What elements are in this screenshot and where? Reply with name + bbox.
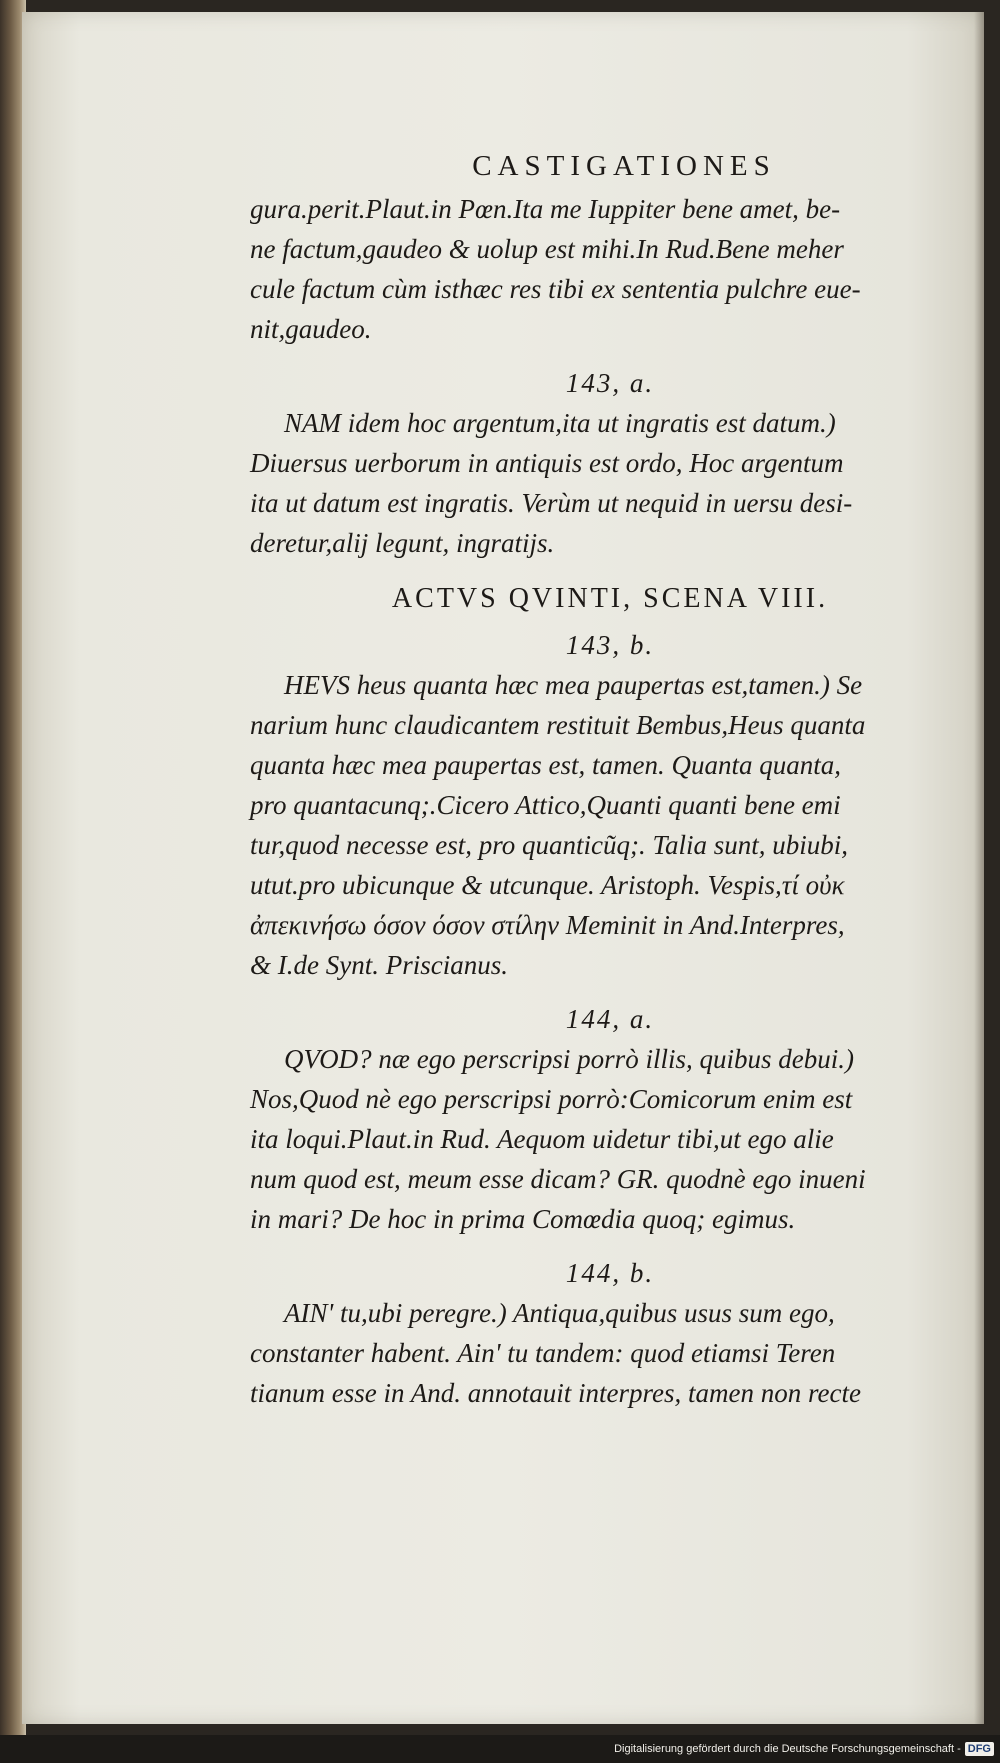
text-line: nit,gaudeo. [250, 314, 372, 344]
section-number: 144, a. [565, 1004, 655, 1034]
credit-text: Digitalisierung gefördert durch die Deutsche Forschungsgemeinschaft - [614, 1743, 961, 1755]
text-line: narium hunc claudicantem restituit Bembus,Heus quanta [250, 710, 866, 740]
paragraph-143a [250, 403, 970, 563]
book-page [22, 12, 984, 1724]
text-block [250, 150, 970, 1427]
paragraph-143b [250, 665, 970, 985]
paragraph-144b [250, 1293, 970, 1413]
text-line: NAM idem hoc argentum,ita ut ingratis est datum.) [284, 408, 836, 438]
text-line: tianum esse in And. annotauit interpres, tamen non recte [250, 1378, 861, 1408]
section-number: 143, b. [565, 630, 655, 660]
section-number: 143, a. [565, 368, 655, 398]
text-line: quanta hæc mea paupertas est, tamen. Quanta quanta, [250, 750, 841, 780]
text-line: tur,quod necesse est, pro quanticũq;. Talia sunt, ubiubi, [250, 830, 848, 860]
text-line: constanter habent. Ain' tu tandem: quod etiamsi Teren [250, 1338, 836, 1368]
section-number: 144, b. [565, 1258, 655, 1288]
page-shadow [974, 12, 984, 1724]
text-line: deretur,alij legunt, ingratijs. [250, 528, 555, 558]
text-line: AIN' tu,ubi peregre.) Antiqua,quibus usus sum ego, [284, 1298, 835, 1328]
text-line: & I.de Synt. Priscianus. [250, 950, 508, 980]
act-scene-heading: ACTVS QVINTI, SCENA VIII. [391, 583, 829, 614]
text-line: ἀπεκινήσω όσον όσον στίλην Meminit in And.Interpres, [250, 910, 845, 940]
text-line: Nos,Quod nè ego perscripsi porrò:Comicorum enim est [250, 1084, 853, 1114]
running-head: CASTIGATIONES [472, 150, 776, 182]
dfg-logo: DFG [965, 1742, 994, 1756]
text-line: QVOD? næ ego perscripsi porrò illis, quibus debui.) [284, 1044, 854, 1074]
text-line: Diuersus uerborum in antiquis est ordo, Hoc argentum [250, 448, 844, 478]
text-line: ita ut datum est ingratis. Verùm ut nequid in uersu desi- [250, 488, 853, 518]
digitization-credit [614, 1739, 994, 1759]
text-line: gura.perit.Plaut.in Pœn.Ita me Iuppiter bene amet, be- [250, 194, 841, 224]
text-line: in mari? De hoc in prima Comœdia quoq; egimus. [250, 1204, 796, 1234]
paragraph-intro [250, 189, 970, 349]
text-line: cule factum cùm isthæc res tibi ex sententia pulchre eue- [250, 274, 861, 304]
paragraph-144a [250, 1039, 970, 1239]
text-line: utut.pro ubicunque & utcunque. Aristoph. Vespis,τί οὐκ [250, 870, 845, 900]
text-line: ita loqui.Plaut.in Rud. Aequom uidetur tibi,ut ego alie [250, 1124, 834, 1154]
text-line: pro quantacunq;.Cicero Attico,Quanti quanti bene emi [250, 790, 841, 820]
text-line: num quod est, meum esse dicam? GR. quodnè ego inueni [250, 1164, 866, 1194]
text-line: ne factum,gaudeo & uolup est mihi.In Rud.Bene meher [250, 234, 844, 264]
text-line: HEVS heus quanta hæc mea paupertas est,tamen.) Se [284, 670, 863, 700]
